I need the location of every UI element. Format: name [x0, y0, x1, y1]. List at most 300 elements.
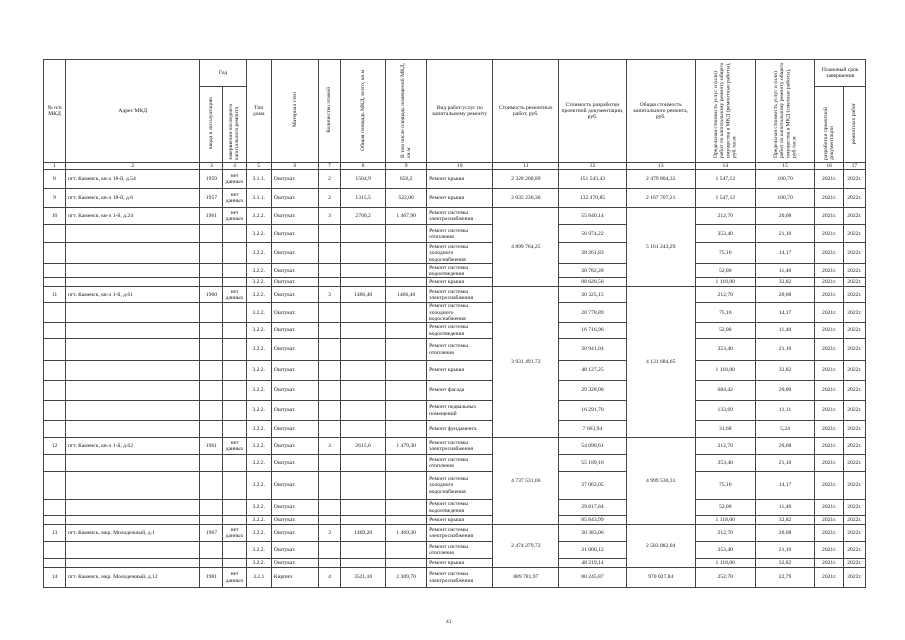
row-address	[66, 516, 200, 525]
row-deadline-works: 2022г.	[843, 264, 865, 278]
row-work-type: Ремонт системы водоотведения	[427, 500, 493, 516]
row-number: 8	[44, 170, 66, 189]
row-deadline-docs: 2021г.	[815, 568, 843, 588]
row-year-built	[200, 278, 223, 287]
row-project-cost: 16 291,70	[559, 401, 626, 421]
row-deadline-docs: 2021г.	[815, 303, 843, 323]
row-address: пгт. Каменск, кв-л 18-й, д.54	[66, 170, 200, 189]
row-floors: 3	[319, 438, 341, 455]
row-house-type: 3.2.2.	[246, 500, 271, 516]
row-address	[66, 264, 200, 278]
row-year-built: 1960	[200, 287, 223, 303]
header-planned-deadline: Плановый срок завершения	[815, 60, 866, 87]
row-limit-cost-repair: 684,42	[695, 381, 755, 401]
row-project-cost: 37 063,05	[559, 472, 626, 500]
row-total-area	[341, 472, 386, 500]
row-limit-cost-estimate: 20,00	[755, 381, 815, 401]
row-floors	[319, 278, 341, 287]
row-floors	[319, 243, 341, 264]
row-address	[66, 361, 200, 381]
row-floors: 2	[319, 170, 341, 189]
row-limit-cost-repair: 75,16	[695, 243, 755, 264]
row-total-area	[341, 421, 386, 438]
header-premises-area: В том числе площадь помещений МКД, кв.м	[399, 62, 413, 158]
row-total-area	[341, 278, 386, 287]
row-house-type: 3.2.2.	[246, 287, 271, 303]
row-limit-cost-estimate: 11,40	[755, 264, 815, 278]
row-limit-cost-estimate: 32,82	[755, 361, 815, 381]
row-limit-cost-estimate: 11,40	[755, 500, 815, 516]
row-house-type: 3.2.2.	[246, 278, 271, 287]
row-work-type: Ремонт системы холодного водоснабжения	[427, 472, 493, 500]
row-deadline-docs: 2021г.	[815, 381, 843, 401]
group-work-cost: 2 474 279,72	[493, 525, 559, 568]
row-deadline-docs: 2021г.	[815, 542, 843, 559]
row-floors	[319, 264, 341, 278]
row-number	[44, 500, 66, 516]
table-row	[44, 542, 866, 559]
column-number: 2	[66, 163, 200, 170]
row-floors: 2	[319, 189, 341, 208]
row-work-type: Ремонт системы отопления	[427, 542, 493, 559]
row-premises-area	[386, 381, 427, 401]
row-number	[44, 278, 66, 287]
row-work-type: Ремонт фундамента	[427, 421, 493, 438]
row-address: пгт. Каменск, мкр. Молодежный, д.12	[66, 568, 200, 588]
row-total-area	[341, 243, 386, 264]
row-limit-cost-estimate: 20,68	[755, 208, 815, 225]
table-row	[44, 323, 866, 339]
table-row	[44, 303, 866, 323]
row-floors: 4	[319, 568, 341, 588]
row-year-built	[200, 421, 223, 438]
row-year-built	[200, 472, 223, 500]
row-deadline-works: 2022г.	[843, 421, 865, 438]
row-year-last-repair: нет данных	[223, 170, 246, 189]
table-row	[44, 170, 866, 189]
row-address	[66, 243, 200, 264]
row-wall-material: Оштукат.	[271, 243, 318, 264]
row-number	[44, 339, 66, 361]
column-number: 3	[200, 163, 223, 170]
row-wall-material: Оштукат.	[271, 401, 318, 421]
row-work-type: Ремонт системы электроснабжения	[427, 438, 493, 455]
header-work-type: Вид работ/услуг по капитальному ремонту	[427, 60, 493, 163]
column-number: 12	[559, 163, 626, 170]
row-limit-cost-estimate: 14,17	[755, 472, 815, 500]
row-project-cost: 20 778,89	[559, 303, 626, 323]
row-total-area: 2700,2	[341, 208, 386, 225]
row-year-last-repair	[223, 472, 246, 500]
row-premises-area: 1 467,90	[386, 208, 427, 225]
row-floors	[319, 421, 341, 438]
row-year-built: 1959	[200, 170, 223, 189]
row-limit-cost-repair: 52,00	[695, 264, 755, 278]
row-year-built	[200, 361, 223, 381]
row-work-type: Ремонт крыши	[427, 170, 493, 189]
table-row	[44, 455, 866, 472]
row-deadline-works: 2022г.	[843, 559, 865, 568]
row-year-built	[200, 339, 223, 361]
row-deadline-works: 2022г.	[843, 438, 865, 455]
row-total-area: 1466,40	[341, 287, 386, 303]
row-limit-cost-repair: 212,70	[695, 208, 755, 225]
row-limit-cost-estimate: 22,79	[755, 568, 815, 588]
row-year-built	[200, 516, 223, 525]
row-deadline-docs: 2021г.	[815, 264, 843, 278]
row-total-area	[341, 225, 386, 243]
row-limit-cost-estimate: 20,68	[755, 287, 815, 303]
column-numbers-row	[44, 163, 866, 170]
row-floors	[319, 500, 341, 516]
row-number	[44, 421, 66, 438]
row-number: 13	[44, 525, 66, 542]
table-row	[44, 401, 866, 421]
row-address	[66, 421, 200, 438]
row-limit-cost-repair: 52,00	[695, 323, 755, 339]
column-number: 8	[341, 163, 386, 170]
group-work-cost: 3 931 491,72	[493, 287, 559, 438]
table-row	[44, 287, 866, 303]
row-deadline-docs: 2021г.	[815, 401, 843, 421]
row-limit-cost-repair: 353,40	[695, 455, 755, 472]
table-row	[44, 438, 866, 455]
row-address	[66, 542, 200, 559]
row-total-area	[341, 500, 386, 516]
row-number: 9	[44, 189, 66, 208]
row-address: пгт. Каменск, кв-л 18-й, д.6	[66, 189, 200, 208]
row-deadline-docs: 2021г.	[815, 287, 843, 303]
row-floors	[319, 339, 341, 361]
table-row	[44, 516, 866, 525]
row-total-area	[341, 303, 386, 323]
header-limit-cost-estimate: Предельная стоимость услуг и (или) работ по капитальному ремонту общего имущества в МКД (сметные работы), руб./кв.м	[772, 62, 798, 158]
row-limit-cost-estimate: 21,10	[755, 542, 815, 559]
row-project-cost: 80 245,87	[559, 568, 626, 588]
row-work-type: Ремонт подвальных помещений	[427, 401, 493, 421]
row-number	[44, 264, 66, 278]
row-premises-area	[386, 323, 427, 339]
row-total-area	[341, 381, 386, 401]
row-deadline-docs: 2021г.	[815, 339, 843, 361]
row-total-area: 1315,5	[341, 189, 386, 208]
row-total-area	[341, 361, 386, 381]
row-total-area	[341, 264, 386, 278]
row-house-type: 3.2.2.	[246, 455, 271, 472]
row-number: 14	[44, 568, 66, 588]
row-deadline-works: 2022г.	[843, 208, 865, 225]
row-wall-material: Оштукат.	[271, 500, 318, 516]
row-limit-cost-repair: 212,70	[695, 438, 755, 455]
row-house-type: 3.2.2.	[246, 421, 271, 438]
row-wall-material: Оштукат.	[271, 559, 318, 568]
row-floors	[319, 542, 341, 559]
row-deadline-works: 2022г.	[843, 189, 865, 208]
column-number: 11	[493, 163, 559, 170]
row-project-cost: 48 219,14	[559, 559, 626, 568]
row-premises-area	[386, 225, 427, 243]
column-number: 1	[44, 163, 66, 170]
row-wall-material: Оштукат.	[271, 455, 318, 472]
row-house-type: 3.1.1.	[246, 170, 271, 189]
row-deadline-works: 2022г.	[843, 516, 865, 525]
column-number: 13	[626, 163, 695, 170]
row-total-cost: 2 479 804,32	[626, 170, 695, 189]
row-premises-area	[386, 472, 427, 500]
row-work-type: Ремонт фасада	[427, 381, 493, 401]
row-year-last-repair	[223, 225, 246, 243]
row-deadline-works: 2022г.	[843, 381, 865, 401]
header-project-cost: Стоимость разработки проектной документации, руб.	[559, 60, 626, 163]
row-limit-cost-estimate: 21,10	[755, 455, 815, 472]
row-project-cost: 55 840,14	[559, 208, 626, 225]
row-total-area	[341, 323, 386, 339]
row-limit-cost-repair: 1 118,00	[695, 278, 755, 287]
table-row	[44, 225, 866, 243]
row-house-type: 3.2.2.	[246, 381, 271, 401]
row-premises-area: 522,00	[386, 189, 427, 208]
column-number: 7	[319, 163, 341, 170]
row-premises-area	[386, 264, 427, 278]
row-wall-material: Оштукат.	[271, 438, 318, 455]
row-wall-material: Кирпич	[271, 568, 318, 588]
row-total-area	[341, 559, 386, 568]
group-total-cost: 4 999 530,31	[626, 438, 695, 525]
row-deadline-docs: 2021г.	[815, 243, 843, 264]
row-address	[66, 472, 200, 500]
row-house-type: 3.2.2.	[246, 303, 271, 323]
row-floors: 3	[319, 525, 341, 542]
row-project-cost: 56 974,22	[559, 225, 626, 243]
row-year-last-repair	[223, 264, 246, 278]
row-year-built: 1961	[200, 208, 223, 225]
row-year-last-repair: нет данных	[223, 438, 246, 455]
row-floors	[319, 303, 341, 323]
row-work-type: Ремонт крыши	[427, 361, 493, 381]
column-number: 6	[271, 163, 318, 170]
row-deadline-docs: 2021г.	[815, 323, 843, 339]
row-deadline-works: 2022г.	[843, 472, 865, 500]
row-project-cost: 30 782,28	[559, 264, 626, 278]
group-total-cost: 2 583 882,04	[626, 525, 695, 568]
table-row	[44, 472, 866, 500]
row-premises-area	[386, 455, 427, 472]
row-year-last-repair	[223, 542, 246, 559]
row-wall-material: Оштукат.	[271, 303, 318, 323]
row-wall-material: Оштукат.	[271, 525, 318, 542]
row-deadline-works: 2022г.	[843, 170, 865, 189]
header-total-area: Общая площадь МКД, всего, кв.м	[360, 69, 367, 151]
row-limit-cost-repair: 353,40	[695, 339, 755, 361]
row-number	[44, 225, 66, 243]
row-work-cost: 2 328 260,89	[493, 170, 559, 189]
header-repair-works: ремонтных работ	[851, 102, 858, 145]
row-limit-cost-estimate: 32,82	[755, 559, 815, 568]
header-wall-material: Материал стен	[291, 92, 298, 128]
row-house-type: 3.1.1.	[246, 189, 271, 208]
row-total-area	[341, 401, 386, 421]
row-number	[44, 516, 66, 525]
header-floors: Количество этажей	[326, 87, 333, 133]
row-house-type: 3.2.2.	[246, 559, 271, 568]
row-premises-area	[386, 401, 427, 421]
header-work-cost: Стоимость ремонтных работ, руб.	[493, 60, 559, 163]
row-limit-cost-repair: 212,70	[695, 525, 755, 542]
group-total-cost: 5 161 243,29	[626, 208, 695, 287]
table-row	[44, 568, 866, 588]
row-total-area	[341, 455, 386, 472]
row-wall-material: Оштукат.	[271, 542, 318, 559]
row-house-type: 3.2.2.	[246, 225, 271, 243]
row-premises-area	[386, 421, 427, 438]
row-project-cost: 31 000,12	[559, 542, 626, 559]
row-work-type: Ремонт системы отопления	[427, 455, 493, 472]
row-work-type: Ремонт системы холодного водоснабжения	[427, 303, 493, 323]
row-year-built	[200, 303, 223, 323]
row-house-type: 3.2.2.	[246, 525, 271, 542]
group-work-cost: 4 899 764,25	[493, 208, 559, 287]
row-floors	[319, 361, 341, 381]
row-deadline-docs: 2021г.	[815, 170, 843, 189]
row-number	[44, 472, 66, 500]
row-project-cost: 54 090,61	[559, 438, 626, 455]
row-wall-material: Оштукат.	[271, 381, 318, 401]
column-number: 9	[386, 163, 427, 170]
row-limit-cost-repair: 1 547,12	[695, 170, 755, 189]
row-wall-material: Оштукат.	[271, 287, 318, 303]
row-number: 11	[44, 287, 66, 303]
row-year-last-repair: нет данных	[223, 568, 246, 588]
row-project-cost: 132 470,85	[559, 189, 626, 208]
row-number	[44, 455, 66, 472]
row-number	[44, 243, 66, 264]
row-premises-area	[386, 303, 427, 323]
row-deadline-works: 2022г.	[843, 401, 865, 421]
row-floors	[319, 401, 341, 421]
row-house-type: 3.2.2.	[246, 323, 271, 339]
header-address: Адрес МКД	[66, 60, 200, 163]
row-number	[44, 381, 66, 401]
row-year-built: 1967	[200, 525, 223, 542]
row-project-cost: 85 843,99	[559, 516, 626, 525]
row-deadline-works: 2022г.	[843, 278, 865, 287]
row-year-last-repair	[223, 339, 246, 361]
row-wall-material: Оштукат.	[271, 208, 318, 225]
row-total-cost: 970 027,84	[626, 568, 695, 588]
row-year-last-repair	[223, 361, 246, 381]
row-limit-cost-estimate: 100,70	[755, 170, 815, 189]
row-limit-cost-estimate: 20,68	[755, 525, 815, 542]
row-address	[66, 225, 200, 243]
row-limit-cost-repair: 133,69	[695, 401, 755, 421]
row-limit-cost-estimate: 11,40	[755, 323, 815, 339]
row-house-type: 3.2.2.	[246, 401, 271, 421]
row-address	[66, 278, 200, 287]
table-row	[44, 189, 866, 208]
row-limit-cost-estimate: 11,11	[755, 401, 815, 421]
row-deadline-docs: 2021г.	[815, 189, 843, 208]
row-wall-material: Оштукат.	[271, 323, 318, 339]
column-number: 4	[223, 163, 246, 170]
row-floors	[319, 381, 341, 401]
row-wall-material: Оштукат.	[271, 472, 318, 500]
row-deadline-docs: 2021г.	[815, 421, 843, 438]
row-limit-cost-estimate: 21,10	[755, 339, 815, 361]
row-project-cost: 16 716,96	[559, 323, 626, 339]
row-premises-area: 1 469,30	[386, 525, 427, 542]
row-house-type: 3.2.1	[246, 568, 271, 588]
row-premises-area: 1 479,30	[386, 438, 427, 455]
row-year-last-repair	[223, 243, 246, 264]
row-limit-cost-repair: 212,70	[695, 287, 755, 303]
row-limit-cost-repair: 353,40	[695, 225, 755, 243]
row-limit-cost-estimate: 32,82	[755, 278, 815, 287]
row-project-cost: 7 663,94	[559, 421, 626, 438]
row-year-built	[200, 559, 223, 568]
row-deadline-works: 2022г.	[843, 542, 865, 559]
row-limit-cost-estimate: 21,10	[755, 225, 815, 243]
row-house-type: 3.2.2.	[246, 264, 271, 278]
row-premises-area: 2 309,70	[386, 568, 427, 588]
row-total-area: 1504,9	[341, 170, 386, 189]
column-number: 10	[427, 163, 493, 170]
row-house-type: 3.2.2.	[246, 516, 271, 525]
row-wall-material: Оштукат.	[271, 339, 318, 361]
row-year-last-repair	[223, 381, 246, 401]
row-total-area	[341, 339, 386, 361]
row-project-cost: 48 127,25	[559, 361, 626, 381]
row-house-type: 3.2.2.	[246, 542, 271, 559]
row-year-last-repair	[223, 559, 246, 568]
row-deadline-works: 2022г.	[843, 225, 865, 243]
row-work-cost: 2 035 236,36	[493, 189, 559, 208]
row-limit-cost-repair: 252,70	[695, 568, 755, 588]
row-work-type: Ремонт системы холодного водоснабжения	[427, 243, 493, 264]
row-total-area	[341, 542, 386, 559]
row-year-last-repair	[223, 278, 246, 287]
row-deadline-docs: 2021г.	[815, 361, 843, 381]
row-year-last-repair	[223, 516, 246, 525]
row-floors	[319, 323, 341, 339]
row-deadline-docs: 2021г.	[815, 278, 843, 287]
row-number	[44, 401, 66, 421]
row-number	[44, 559, 66, 568]
row-project-cost: 30 941,04	[559, 339, 626, 361]
row-work-type: Ремонт крыши	[427, 516, 493, 525]
row-premises-area	[386, 516, 427, 525]
row-premises-area	[386, 500, 427, 516]
row-deadline-works: 2022г.	[843, 568, 865, 588]
row-year-built	[200, 264, 223, 278]
table-row	[44, 339, 866, 361]
table-row	[44, 361, 866, 381]
row-deadline-docs: 2021г.	[815, 225, 843, 243]
row-address: пгт. Каменск, мкр. Молодежный, д.1	[66, 525, 200, 542]
row-year-last-repair	[223, 323, 246, 339]
header-row-1	[44, 60, 866, 87]
row-number	[44, 303, 66, 323]
row-work-type: Ремонт системы водоотведения	[427, 323, 493, 339]
row-limit-cost-estimate: 32,82	[755, 516, 815, 525]
column-number: 15	[755, 163, 815, 170]
group-total-cost: 4 131 684,65	[626, 287, 695, 438]
row-number	[44, 323, 66, 339]
row-deadline-docs: 2021г.	[815, 208, 843, 225]
row-year-last-repair: нет данных	[223, 189, 246, 208]
row-address	[66, 455, 200, 472]
row-house-type: 3.2.2.	[246, 472, 271, 500]
row-floors: 3	[319, 208, 341, 225]
